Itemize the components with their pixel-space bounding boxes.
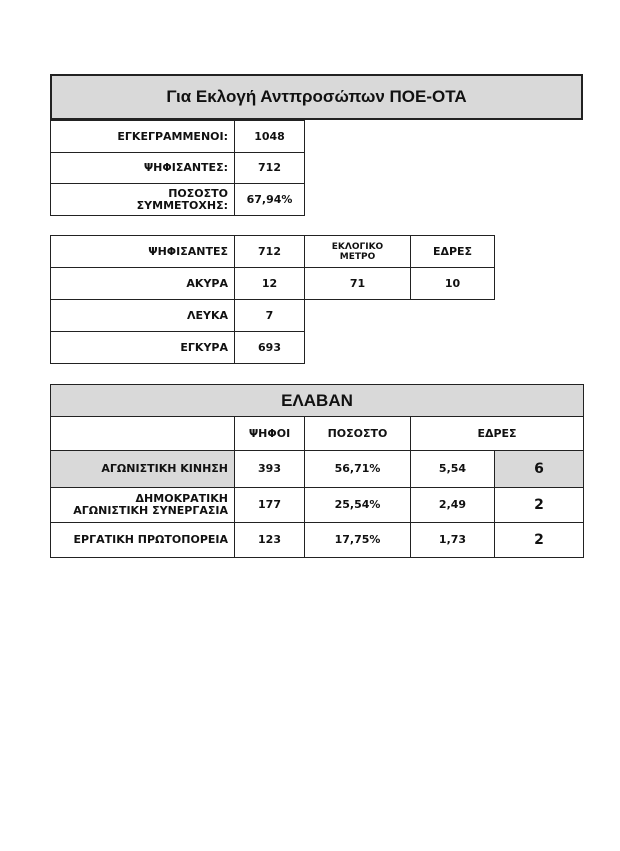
table-row — [51, 268, 495, 300]
party-quotient: 5,54 — [411, 451, 495, 488]
party-quotient: 2,49 — [411, 488, 495, 523]
col-votes-header: ΨΗΦΟΙ — [235, 417, 305, 451]
table-row — [51, 451, 584, 488]
voters-label: ΨΗΦΙΣΑΝΤΕΣ: — [51, 153, 235, 184]
table-row — [51, 121, 305, 153]
party-votes: 123 — [235, 523, 305, 558]
party-seats: 2 — [495, 523, 584, 558]
table-row — [51, 332, 495, 364]
col-percent-header: ΠΟΣΟΣΤΟ — [305, 417, 411, 451]
party-percent: 25,54% — [305, 488, 411, 523]
party-quotient: 1,73 — [411, 523, 495, 558]
registered-value: 1048 — [235, 121, 305, 153]
table-row — [51, 300, 495, 332]
participation-label-line1: ΠΟΣΟΣΤΟ — [168, 186, 228, 200]
page-title: Για Εκλογή Αντπροσώπων ΠΟΕ-ΟΤΑ — [50, 74, 583, 120]
registered-label: ΕΓΚΕΓΡΑΜΜΕΝΟΙ: — [51, 121, 235, 153]
results-header: ΕΛΑΒΑΝ — [51, 385, 584, 417]
quota-label-line1: ΕΚΛΟΓΙΚΟ — [331, 241, 384, 252]
party-name — [51, 488, 235, 523]
table-row — [51, 523, 584, 558]
party-name-line1: ΔΗΜΟΚΡΑΤΙΚΗ — [135, 492, 228, 505]
party-percent: 56,71% — [305, 451, 411, 488]
table-row — [51, 417, 584, 451]
quota-label — [305, 236, 411, 268]
party-percent: 17,75% — [305, 523, 411, 558]
participation-label-line2: ΣΥΜΜΕΤΟΧΗΣ: — [136, 198, 228, 212]
party-name: ΕΡΓΑΤΙΚΗ ΠΡΩΤΟΠΟΡΕΙΑ — [51, 523, 235, 558]
voters-value: 712 — [235, 153, 305, 184]
seats-value: 10 — [411, 268, 495, 300]
party-name: ΑΓΩΝΙΣΤΙΚΗ ΚΙΝΗΣΗ — [51, 451, 235, 488]
ballots-table — [50, 235, 495, 364]
table-row — [51, 385, 584, 417]
table-row — [51, 184, 305, 216]
valid-value: 693 — [235, 332, 305, 364]
quota-label-line2: ΜΕΤΡΟ — [339, 251, 376, 262]
party-votes: 177 — [235, 488, 305, 523]
valid-label: ΕΓΚΥΡΑ — [51, 332, 235, 364]
participation-value: 67,94% — [235, 184, 305, 216]
participation-label — [51, 184, 235, 216]
party-votes: 393 — [235, 451, 305, 488]
quota-value: 71 — [305, 268, 411, 300]
blank-label: ΛΕΥΚΑ — [51, 300, 235, 332]
seats-label: ΕΔΡΕΣ — [411, 236, 495, 268]
table-row — [51, 153, 305, 184]
invalid-label: ΑΚΥΡΑ — [51, 268, 235, 300]
party-seats: 6 — [495, 451, 584, 488]
party-name-line2: ΑΓΩΝΙΣΤΙΚΗ ΣΥΝΕΡΓΑΣΙΑ — [73, 504, 228, 517]
ballots-voters-value: 712 — [235, 236, 305, 268]
party-seats: 2 — [495, 488, 584, 523]
invalid-value: 12 — [235, 268, 305, 300]
blank-value: 7 — [235, 300, 305, 332]
table-row — [51, 236, 495, 268]
col-seats-header: ΕΔΡΕΣ — [411, 417, 584, 451]
ballots-voters-label: ΨΗΦΙΣΑΝΤΕΣ — [51, 236, 235, 268]
registration-table — [50, 120, 305, 216]
results-table — [50, 384, 584, 558]
table-row — [51, 488, 584, 523]
